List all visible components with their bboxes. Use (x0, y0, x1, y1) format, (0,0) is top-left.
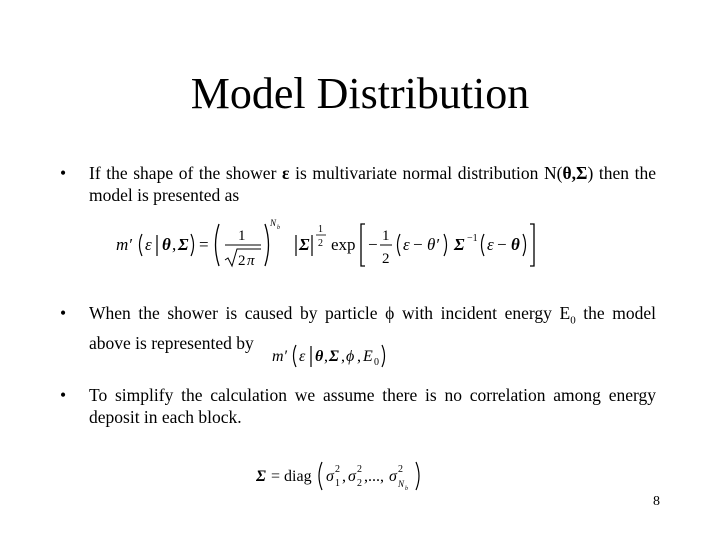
page-number: 8 (653, 494, 660, 509)
bullet-marker: • (60, 163, 67, 183)
svg-text:σ: σ (348, 468, 356, 485)
svg-text:m′: m′ (272, 348, 288, 365)
slide-title: Model Distribution (190, 69, 530, 118)
svg-text:2: 2 (238, 253, 246, 269)
bullet-no-correlation (60, 384, 656, 428)
svg-text:,: , (342, 468, 346, 485)
svg-text:ϕ: ϕ (346, 348, 355, 365)
formula-diagonal-covariance (256, 456, 456, 496)
bullet-text: If the shape of the shower ε is multivariate normal distribution N(θ,Σ) then the model is presented as (89, 163, 656, 205)
svg-text:1: 1 (318, 224, 323, 235)
bullet-marker: • (60, 385, 67, 405)
svg-text:=: = (199, 235, 209, 254)
bullet-marker: • (60, 303, 67, 323)
svg-text:θ: θ (315, 348, 324, 365)
bullet-shower-shape (60, 162, 656, 206)
svg-text:,: , (324, 348, 328, 365)
svg-text:Σ: Σ (178, 235, 189, 254)
svg-text:0: 0 (374, 357, 379, 368)
svg-text:b: b (277, 225, 280, 231)
svg-text:ε: ε (487, 235, 494, 254)
svg-text:Σ: Σ (454, 235, 465, 254)
svg-text:N: N (270, 218, 277, 228)
svg-text:2: 2 (382, 251, 390, 267)
svg-text:Σ: Σ (329, 348, 339, 365)
svg-text:ε: ε (403, 235, 410, 254)
svg-text:1: 1 (238, 228, 246, 244)
svg-text:π: π (247, 253, 255, 269)
svg-text:2: 2 (398, 464, 403, 475)
svg-text:exp: exp (331, 235, 356, 254)
svg-text:m′: m′ (116, 235, 132, 254)
svg-text:2: 2 (357, 478, 362, 489)
svg-text:,: , (172, 235, 177, 254)
svg-text:σ: σ (326, 468, 334, 485)
svg-text:2: 2 (335, 464, 340, 475)
svg-text:−: − (368, 235, 378, 254)
svg-text:−: − (413, 235, 423, 254)
bullet-text: To simplify the calculation we assume there is no correlation among energy deposit in each block. (89, 385, 656, 427)
svg-text:,: , (341, 348, 345, 365)
svg-text:Σ: Σ (299, 235, 310, 254)
svg-text:b: b (405, 486, 408, 492)
formula-model-with-particle (272, 340, 412, 370)
svg-text:ε: ε (145, 235, 152, 254)
svg-text:Σ: Σ (256, 468, 266, 485)
svg-text:1: 1 (335, 478, 340, 489)
svg-text:N: N (398, 479, 405, 489)
svg-text:,...,: ,..., (364, 468, 384, 485)
svg-text:θ: θ (162, 235, 171, 254)
formula-model-distribution (116, 216, 556, 274)
svg-text:−: − (497, 235, 507, 254)
svg-text:E: E (363, 348, 373, 365)
svg-text:2: 2 (318, 238, 323, 249)
svg-text:θ: θ (511, 235, 520, 254)
svg-text:ε: ε (299, 348, 306, 365)
svg-text:θ′: θ′ (427, 235, 440, 254)
svg-text:= diag: = diag (271, 468, 312, 485)
svg-text:σ: σ (389, 468, 397, 485)
svg-text:,: , (357, 348, 361, 365)
svg-text:2: 2 (357, 464, 362, 475)
svg-text:1: 1 (382, 228, 390, 244)
svg-text:−1: −1 (467, 233, 478, 244)
bullet-text: When the shower is caused by particle ϕ with incident energy $E_0$ the model above is represented by (89, 303, 656, 353)
